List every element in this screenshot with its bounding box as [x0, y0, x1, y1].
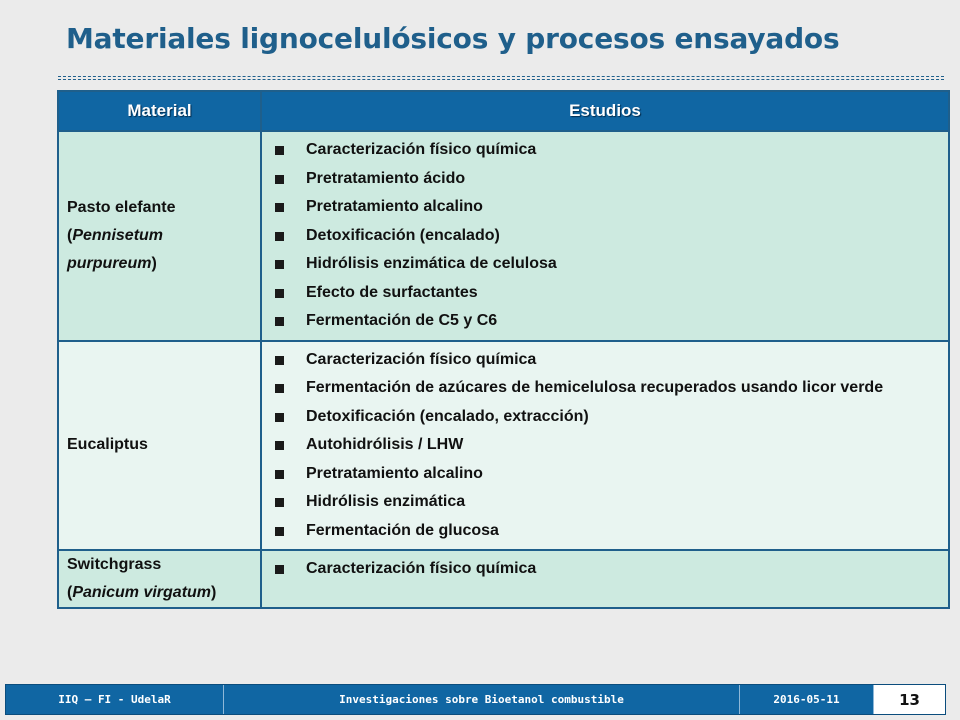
- square-bullet-icon: [275, 470, 284, 479]
- list-item: Hidrólisis enzimática: [272, 488, 944, 517]
- material-cell-switchgrass: [58, 550, 261, 608]
- list-item: Caracterización físico química: [272, 346, 944, 375]
- list-item: Hidrólisis enzimática de celulosa: [272, 250, 944, 279]
- square-bullet-icon: [275, 527, 284, 536]
- material-latin-name: Pennisetum purpureum: [67, 226, 164, 272]
- square-bullet-icon: [275, 146, 284, 155]
- list-item: Pretratamiento alcalino: [272, 460, 944, 489]
- header-studies: Estudios: [261, 91, 949, 131]
- material-paren-close: ): [151, 254, 157, 272]
- square-bullet-icon: [275, 498, 284, 507]
- material-latin-name: Panicum virgatum: [72, 584, 212, 601]
- studies-cell: [261, 550, 949, 608]
- square-bullet-icon: [275, 356, 284, 365]
- square-bullet-icon: [275, 260, 284, 269]
- studies-list: [272, 555, 944, 584]
- studies-cell: [261, 131, 949, 341]
- footer-topic: Investigaciones sobre Bioetanol combustible: [224, 685, 740, 714]
- table-header-row: [58, 91, 949, 131]
- list-item: Autohidrólisis / LHW: [272, 431, 944, 460]
- list-item: Detoxificación (encalado): [272, 222, 944, 251]
- square-bullet-icon: [275, 203, 284, 212]
- materials-table: [57, 90, 950, 609]
- list-item: Efecto de surfactantes: [272, 279, 944, 308]
- material-paren-open: (: [67, 584, 73, 601]
- material-name: Eucaliptus: [67, 436, 148, 454]
- studies-list: [272, 346, 944, 546]
- material-cell-pasto-elefante: [58, 131, 261, 341]
- square-bullet-icon: [275, 441, 284, 450]
- table-row: [58, 131, 949, 341]
- list-item: Caracterización físico química: [272, 136, 944, 165]
- material-paren-open: (: [67, 226, 73, 244]
- slide-title: Materiales lignocelulósicos y procesos ensayados: [66, 22, 840, 55]
- studies-cell: [261, 341, 949, 551]
- slide-footer: [5, 684, 946, 715]
- material-cell-eucaliptus: [58, 341, 261, 551]
- material-paren-close: ): [211, 584, 217, 601]
- table-row: [58, 550, 949, 608]
- list-item: Fermentación de glucosa: [272, 517, 944, 546]
- table-row: [58, 341, 949, 551]
- footer-page-number: 13: [874, 685, 945, 714]
- footer-institution: IIQ – FI - UdelaR: [6, 685, 224, 714]
- list-item: Caracterización físico química: [272, 555, 944, 584]
- square-bullet-icon: [275, 565, 284, 574]
- material-name: Pasto elefante: [67, 198, 176, 216]
- square-bullet-icon: [275, 289, 284, 298]
- header-material: Material: [58, 91, 261, 131]
- footer-date: 2016-05-11: [740, 685, 874, 714]
- square-bullet-icon: [275, 232, 284, 241]
- list-item: Detoxificación (encalado, extracción): [272, 403, 944, 432]
- material-name: Switchgrass: [67, 556, 162, 573]
- square-bullet-icon: [275, 413, 284, 422]
- list-item: Fermentación de C5 y C6: [272, 307, 944, 336]
- list-item: Pretratamiento ácido: [272, 165, 944, 194]
- square-bullet-icon: [275, 175, 284, 184]
- studies-list: [272, 136, 944, 336]
- square-bullet-icon: [275, 384, 284, 393]
- title-divider: [58, 76, 944, 80]
- list-item: Pretratamiento alcalino: [272, 193, 944, 222]
- list-item: Fermentación de azúcares de hemicelulosa recuperados usando licor verde: [272, 374, 944, 403]
- square-bullet-icon: [275, 317, 284, 326]
